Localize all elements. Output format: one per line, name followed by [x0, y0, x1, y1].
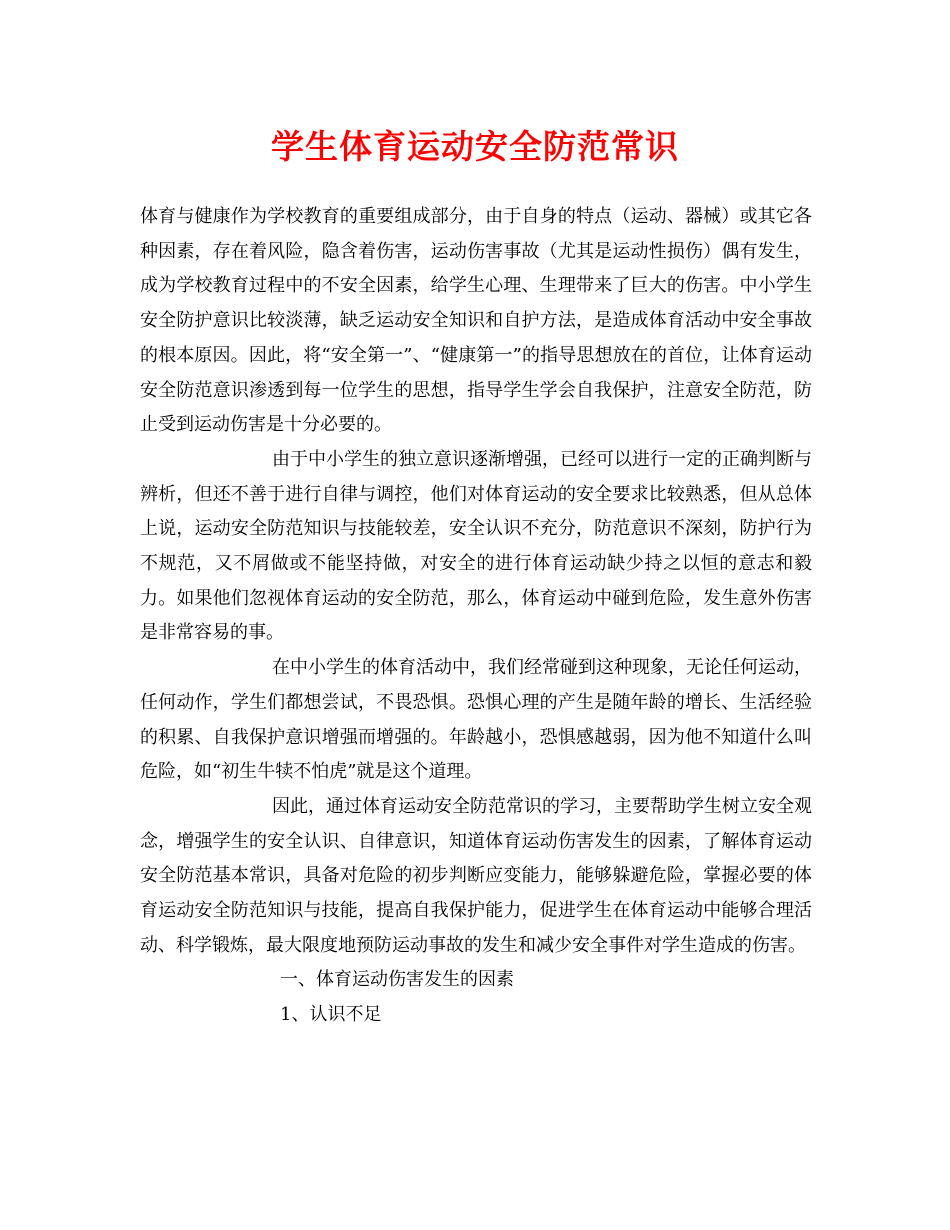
paragraph-fear: 在中小学生的体育活动中，我们经常碰到这种现象，无论任何运动，任何动作，学生们都想尝试，不畏恐惧。恐惧心理的产生是随年龄的增长、生活经验的积累、自我保护意识增强而增强的。年龄越小，恐惧感越弱，因为他不知道什么叫危险，如“初生牛犊不怕虎”就是这个道理。: [140, 657, 812, 783]
section-heading: 一、体育运动伤害发生的因素: [280, 969, 514, 991]
document-title: 学生体育运动安全防范常识: [271, 127, 679, 166]
paragraph-purpose: 因此，通过体育运动安全防范常识的学习，主要帮助学生树立安全观念，增强学生的安全认识、自律意识，知道体育运动伤害发生的因素，了解体育运动安全防范基本常识，具备对危险的初步判断应变能力，能够躲避危险，掌握必要的体育运动安全防范知识与技能，提高自我保护能力，促进学生在体育运动中能够合理活动、科学锻炼，最大限度地预防运动事故的发生和减少安全事件对学生造成的伤害。: [140, 795, 812, 956]
paragraph-awareness: 由于中小学生的独立意识逐渐增强，已经可以进行一定的正确判断与辨析，但还不善于进行自律与调控，他们对体育运动的安全要求比较熟悉，但从总体上说，运动安全防范知识与技能较差，安全认识不充分，防范意识不深刻，防护行为不规范，又不屑做或不能坚持做，对安全的进行体育运动缺少持之以恒的意志和毅力。如果他们忽视体育运动的安全防范，那么，体育运动中碰到危险，发生意外伤害是非常容易的事。: [140, 448, 812, 644]
document-body: [140, 200, 812, 1033]
paragraph-intro: 体育与健康作为学校教育的重要组成部分，由于自身的特点（运动、器械）或其它各种因素，存在着风险，隐含着伤害，运动伤害事故（尤其是运动性损伤）偶有发生，成为学校教育过程中的不安全因素，给学生心理、生理带来了巨大的伤害。中小学生安全防护意识比较淡薄，缺乏运动安全知识和自护方法，是造成体育活动中安全事故的根本原因。因此，将“安全第一”、“健康第一”的指导思想放在的首位，让体育运动安全防范意识渗透到每一位学生的思想，指导学生学会自我保护，注意安全防范，防止受到运动伤害是十分必要的。: [140, 206, 812, 436]
subsection-heading: 1、认识不足: [280, 1004, 382, 1026]
